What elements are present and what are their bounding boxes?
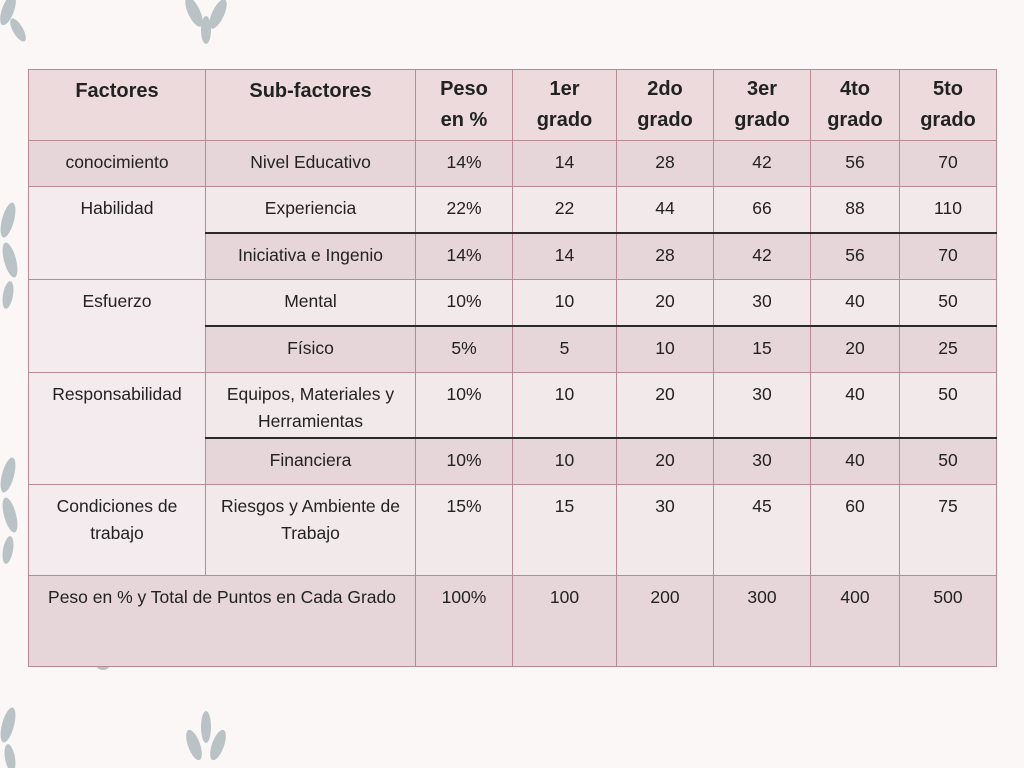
header-text-line: grado: [734, 109, 790, 131]
header-4to-grado: [811, 70, 900, 141]
grade-cell: 30: [714, 280, 811, 327]
factor-cell: Habilidad: [29, 187, 206, 280]
total-peso: 100%: [416, 576, 513, 667]
grade-cell: 30: [617, 485, 714, 576]
table-row: [29, 141, 997, 187]
leaf-sprig-left-upper: [0, 200, 25, 310]
peso-cell: 14%: [416, 233, 513, 280]
factors-points-table: [28, 69, 997, 667]
grade-cell: 50: [900, 438, 997, 485]
header-text-line: grado: [637, 109, 693, 131]
total-grade: 400: [811, 576, 900, 667]
leaf-sprig-top: [180, 0, 235, 50]
grade-cell: 44: [617, 187, 714, 234]
subfactor-cell: Físico: [206, 326, 416, 373]
header-3er-grado: [714, 70, 811, 141]
table-row: [29, 280, 997, 327]
peso-cell: 22%: [416, 187, 513, 234]
grade-cell: 66: [714, 187, 811, 234]
factor-cell: Condiciones de trabajo: [29, 485, 206, 576]
subfactor-cell: Equipos, Materiales y Herramientas: [206, 373, 416, 439]
grade-cell: 75: [900, 485, 997, 576]
grade-cell: 70: [900, 233, 997, 280]
header-text-line: 4to: [840, 78, 870, 100]
grade-cell: 88: [811, 187, 900, 234]
grade-cell: 14: [513, 233, 617, 280]
grade-cell: 40: [811, 438, 900, 485]
header-sub-factores: Sub-factores: [206, 70, 416, 141]
leaf-sprig-top-left: [0, 0, 30, 50]
header-text-line: grado: [536, 109, 593, 131]
total-label: Peso en % y Total de Puntos en Cada Grado: [29, 576, 416, 667]
grade-cell: 10: [513, 280, 617, 327]
grade-cell: 20: [811, 326, 900, 373]
grade-cell: 28: [617, 233, 714, 280]
header-text-line: Peso: [440, 78, 488, 100]
leaf-sprig-bottom-left: [0, 700, 25, 768]
grade-cell: 22: [513, 187, 617, 234]
grade-cell: 5: [513, 326, 617, 373]
header-text-line: grado: [827, 109, 883, 131]
grade-cell: 14: [513, 141, 617, 187]
factor-cell: Responsabilidad: [29, 373, 206, 485]
total-grade: 300: [714, 576, 811, 667]
total-grade: 100: [513, 576, 617, 667]
header-1er-grado: [513, 70, 617, 141]
factor-cell: conocimiento: [29, 141, 206, 187]
leaf-sprig-bottom: [180, 705, 235, 768]
subfactor-cell: Iniciativa e Ingenio: [206, 233, 416, 280]
grade-cell: 50: [900, 373, 997, 439]
header-factores: Factores: [29, 70, 206, 141]
grade-cell: 30: [714, 438, 811, 485]
subfactor-cell: Experiencia: [206, 187, 416, 234]
grade-cell: 25: [900, 326, 997, 373]
grade-cell: 15: [714, 326, 811, 373]
grade-cell: 10: [617, 326, 714, 373]
header-peso: [416, 70, 513, 141]
grade-cell: 56: [811, 141, 900, 187]
header-text-line: 1er: [549, 78, 580, 100]
grade-cell: 20: [617, 438, 714, 485]
subfactor-cell: Riesgos y Ambiente de Trabajo: [206, 485, 416, 576]
grade-cell: 60: [811, 485, 900, 576]
grade-cell: 10: [513, 438, 617, 485]
peso-cell: 15%: [416, 485, 513, 576]
grade-cell: 70: [900, 141, 997, 187]
header-row: [29, 70, 997, 141]
grade-cell: 30: [714, 373, 811, 439]
grade-cell: 50: [900, 280, 997, 327]
grade-cell: 40: [811, 280, 900, 327]
peso-cell: 14%: [416, 141, 513, 187]
header-text-line: 5to: [933, 78, 963, 100]
grade-cell: 42: [714, 141, 811, 187]
grade-cell: 42: [714, 233, 811, 280]
header-text-line: 2do: [647, 78, 683, 100]
header-text-line: en %: [440, 109, 488, 131]
subfactor-cell: Financiera: [206, 438, 416, 485]
factor-cell: Esfuerzo: [29, 280, 206, 373]
total-grade: 500: [900, 576, 997, 667]
grade-cell: 15: [513, 485, 617, 576]
peso-cell: 10%: [416, 438, 513, 485]
table-row: [29, 485, 997, 576]
grade-cell: 10: [513, 373, 617, 439]
subfactor-cell: Mental: [206, 280, 416, 327]
peso-cell: 5%: [416, 326, 513, 373]
total-row: [29, 576, 997, 667]
grade-cell: 28: [617, 141, 714, 187]
header-text-line: grado: [920, 109, 976, 131]
total-grade: 200: [617, 576, 714, 667]
grade-cell: 20: [617, 373, 714, 439]
peso-cell: 10%: [416, 373, 513, 439]
table-row: [29, 187, 997, 234]
grade-cell: 45: [714, 485, 811, 576]
header-5to-grado: [900, 70, 997, 141]
table-row: [29, 373, 997, 439]
peso-cell: 10%: [416, 280, 513, 327]
subfactor-cell: Nivel Educativo: [206, 141, 416, 187]
grade-cell: 40: [811, 373, 900, 439]
grade-cell: 20: [617, 280, 714, 327]
grade-cell: 110: [900, 187, 997, 234]
leaf-sprig-left-lower: [0, 455, 25, 565]
grade-cell: 56: [811, 233, 900, 280]
header-text-line: 3er: [746, 78, 778, 100]
header-2do-grado: [617, 70, 714, 141]
